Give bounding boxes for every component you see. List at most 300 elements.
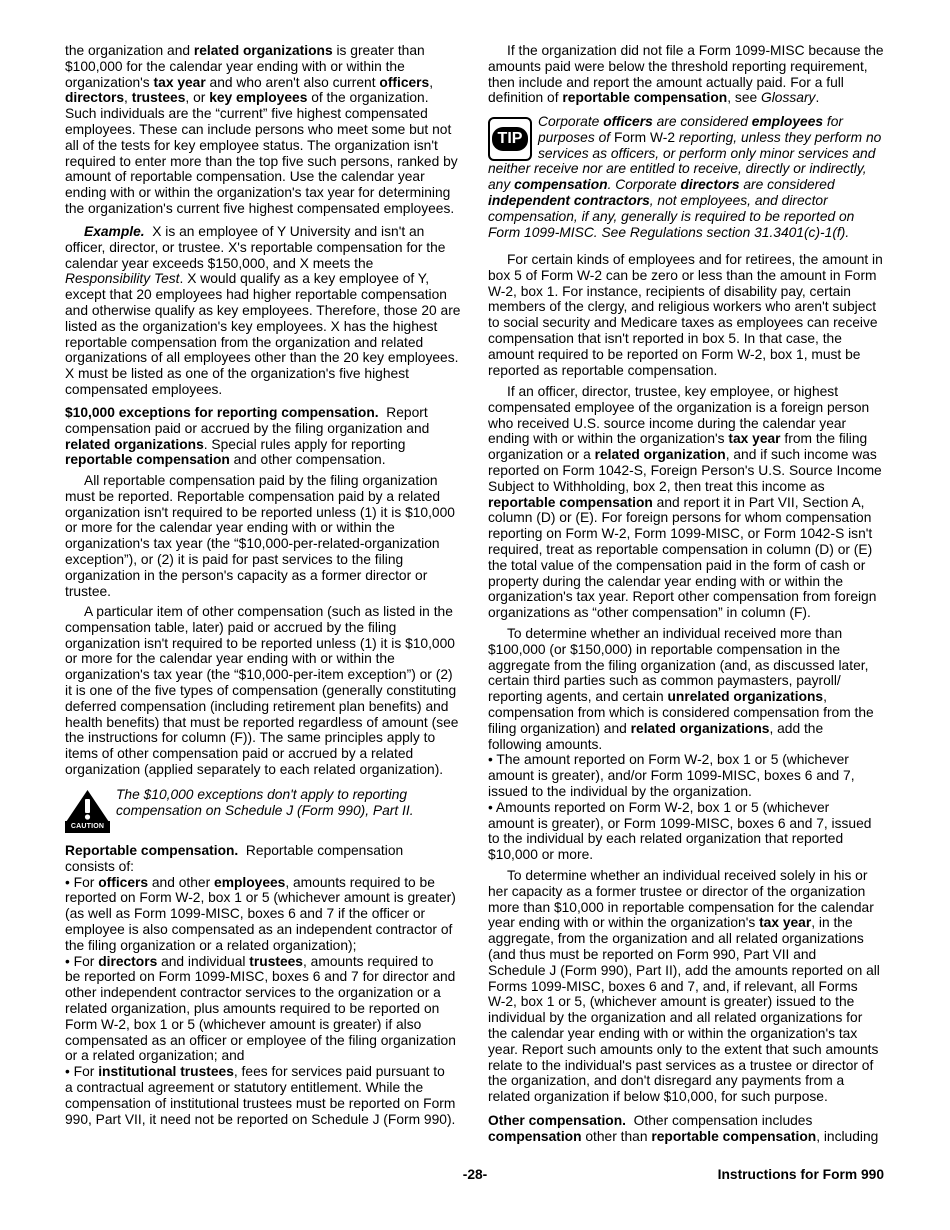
text-run: • The amount reported on Form W-2, box 1 or 5 (whichever: [488, 752, 849, 768]
text-run: organization or a: [488, 447, 595, 463]
text-run: a contractual agreement or statutory entitlement. While the: [65, 1079, 424, 1095]
text-line: [488, 737, 888, 753]
text-run: , see: [727, 90, 761, 106]
paragraph-determine-threshold: [488, 626, 888, 863]
text-run: of the organization.: [307, 90, 429, 106]
text-run: all of the tests for key employee status. The organization isn't: [65, 137, 438, 153]
text-run: or more for the calendar year ending with or within the: [65, 651, 395, 667]
text-run: are considered: [652, 114, 752, 129]
text-line: [488, 605, 888, 621]
text-run: Form 1099-MISC. See Regulations section 31.3401(c)-1(f).: [488, 224, 850, 240]
text-run: organization's tax year. Report other compensation from foreign: [488, 589, 877, 605]
text-run: required, treat as reportable compensation in column (D) or (E): [488, 541, 873, 557]
text-run: If the organization did not file a Form 1099-MISC because the: [507, 43, 884, 58]
text-line: [488, 526, 888, 542]
text-run: ending with or within the organization's: [488, 431, 729, 447]
caution-note: [116, 787, 461, 819]
bold-italic-term: Example.: [84, 224, 145, 239]
text-line: [488, 347, 888, 363]
bold-term: directors: [65, 90, 125, 106]
text-line: [488, 589, 888, 605]
text-run: issued to the individual by the organization.: [488, 783, 752, 799]
text-run: and report it in Part VII, Section A,: [652, 494, 865, 510]
bold-term: tax year: [759, 915, 812, 931]
bold-term: directors: [98, 953, 158, 969]
text-run: members of the clergy, and religious workers who aren't subject: [488, 299, 877, 315]
text-line: [488, 542, 888, 558]
text-line: [488, 193, 888, 209]
text-run: For certain kinds of employees and for retirees, the amount in: [507, 252, 883, 267]
text-line: [65, 604, 465, 620]
text-line: [488, 146, 888, 162]
text-run: .: [815, 90, 820, 106]
text-run: reporting, unless they perform no: [675, 129, 882, 145]
text-run: the organization and: [65, 43, 194, 58]
text-line: [488, 363, 888, 379]
tip-label: TIP: [492, 127, 528, 151]
text-run: except that 20 employees had higher reportable compensation: [65, 287, 447, 303]
text-run: services as officers, or perform only minor services and: [538, 145, 876, 161]
text-line: [65, 350, 465, 366]
bold-term: $10,000 exceptions for reporting compensation.: [65, 405, 379, 420]
text-line: [488, 114, 888, 130]
text-line: [65, 922, 465, 938]
text-line: [488, 177, 888, 193]
paragraph-current-highest-compensated: [65, 43, 465, 217]
text-line: [65, 954, 465, 970]
text-line: [65, 843, 465, 859]
text-run: aggregate, from the organization and all related organizations: [488, 931, 864, 947]
text-line: [65, 185, 465, 201]
text-line: [65, 985, 465, 1001]
text-run: 990, Part VII, it need not be reported on Schedule J (Form 990).: [65, 1111, 456, 1127]
text-line: [65, 620, 465, 636]
text-run: , add the: [769, 720, 824, 736]
text-run: Corporate: [538, 114, 604, 129]
text-run: box 5 of Form W-2 can be zero or less than the amount in Form: [488, 267, 877, 283]
text-run: year. Report such amounts only to the extent that such amounts: [488, 1041, 879, 1057]
text-run: listed as the organization's key employees. X has the highest: [65, 318, 438, 334]
text-line: [488, 705, 888, 721]
text-run: reported on Form 1042-S, Foreign Person's U.S. Source Income: [488, 462, 882, 478]
text-run: • For: [65, 874, 99, 890]
text-run: or more for the calendar year ending with or within the: [65, 520, 395, 536]
text-run: ending with or within the organization's tax year for determining: [65, 185, 451, 201]
text-run: individual by the organization and all related organizations for: [488, 1010, 863, 1026]
text-line: [65, 730, 465, 746]
text-run: must be reported. Reportable compensation paid by a related: [65, 488, 441, 504]
bold-term: institutional trustees: [98, 1064, 234, 1080]
text-line: [65, 201, 465, 217]
text-run: ,: [429, 74, 434, 90]
text-line: [65, 169, 465, 185]
bold-term: key employees: [209, 90, 308, 106]
text-line: [65, 1001, 465, 1017]
text-run: , and if such income was: [725, 447, 877, 463]
text-line: [488, 510, 888, 526]
text-run: . Special rules apply for reporting: [203, 436, 406, 452]
text-run: organization's tax year (the “$10,000-per-related-organization: [65, 536, 440, 552]
text-run: consists of:: [65, 858, 135, 874]
text-run: amount is greater), or Form 1099-MISC, boxes 6 and 7, issued: [488, 815, 872, 831]
text-run: then include and report the amount actually paid. For a full: [488, 74, 844, 90]
text-line: [65, 59, 465, 75]
text-run: who received U.S. source income during the calendar year: [488, 415, 847, 431]
text-run: Such individuals are the “current” five highest compensated: [65, 106, 428, 122]
text-run: Form W-2, box 1 or 5 (whichever amount is greater) if also: [65, 1016, 422, 1032]
text-line: [488, 299, 888, 315]
paragraph-foreign-person: [488, 384, 888, 621]
paragraph-retirees-box-5: [488, 252, 888, 378]
paragraph-no-1099-misc: [488, 43, 888, 106]
text-run: X is an employee of Y University and isn't an: [144, 224, 425, 239]
bold-term: employees: [214, 874, 286, 890]
text-run: compensation from which is considered compensation from the: [488, 704, 874, 720]
text-run: , not employees, and director: [649, 192, 828, 208]
italic-text: Responsibility Test: [65, 271, 180, 287]
text-run: compensation of institutional trustees must be reported on Form: [65, 1095, 456, 1111]
text-line: [488, 847, 888, 863]
text-run: and who aren't also current: [205, 74, 380, 90]
text-run: year ending with or within the organization's: [488, 915, 760, 931]
text-run: purposes of: [538, 129, 614, 145]
text-run: , amounts required to: [302, 953, 434, 969]
text-run: filing organization) and: [488, 720, 631, 736]
text-line: [65, 906, 465, 922]
text-run: • For: [65, 953, 99, 969]
text-line: [65, 683, 465, 699]
text-line: [65, 1064, 465, 1080]
text-line: [488, 931, 888, 947]
text-run: Reportable compensation: [238, 843, 404, 858]
text-line: [488, 463, 888, 479]
text-line: [65, 938, 465, 954]
text-run: , fees for services paid pursuant to: [233, 1064, 445, 1080]
text-line: [65, 890, 465, 906]
text-line: [65, 536, 465, 552]
text-line: [488, 800, 888, 816]
text-run: trustee.: [65, 583, 112, 599]
text-run: the instructions for column (F)). The same principles apply to: [65, 730, 436, 746]
text-line: [488, 673, 888, 689]
text-run: The $10,000 exceptions don't apply to reporting: [116, 787, 408, 802]
text-line: [488, 1129, 888, 1145]
text-run: amount required to be reported on Form W-2, box 1, must be: [488, 346, 861, 362]
text-run: reported on Form W-2, box 1 or 5 (whichever amount is greater): [65, 890, 456, 906]
text-line: [65, 1033, 465, 1049]
text-line: [488, 752, 888, 768]
text-line: [488, 268, 888, 284]
text-run: compensated as an officer or employee of the filing organization: [65, 1032, 456, 1048]
text-line: [65, 1096, 465, 1112]
text-line: [488, 689, 888, 705]
text-line: [488, 831, 888, 847]
text-line: [65, 859, 465, 875]
text-line: [488, 75, 888, 91]
text-run: organization in the person's capacity as a former director or: [65, 567, 428, 583]
text-line: [65, 319, 465, 335]
text-run: Other compensation includes: [626, 1113, 813, 1128]
text-run: ,: [124, 90, 132, 106]
text-run: All reportable compensation paid by the filing organization: [84, 473, 438, 488]
bold-term: tax year: [153, 74, 206, 90]
text-run: organization isn't required to be reported unless (1) it is $10,000: [65, 504, 455, 520]
text-line: [65, 366, 465, 382]
text-run: reporting agents, and certain: [488, 689, 668, 705]
text-run: W-2, box 1 or 5, (whichever amount is greater) issued to the: [488, 994, 855, 1010]
text-line: [65, 762, 465, 778]
text-line: [488, 784, 888, 800]
text-line: [488, 816, 888, 832]
text-run: the calendar year ending with or within the organization's tax: [488, 1025, 858, 1041]
text-run: . X would qualify as a key employee of Y,: [179, 271, 430, 287]
text-run: be reported on Form 1099-MISC, boxes 6 and 7 for director and: [65, 969, 456, 985]
paragraph-10000-exceptions-heading: [65, 405, 465, 468]
text-run: organization (applied separately to each related organization).: [65, 761, 444, 777]
bold-term: reportable compensation: [651, 1128, 817, 1144]
text-line: [65, 552, 465, 568]
text-line: [488, 447, 888, 463]
text-run: , including: [816, 1128, 879, 1144]
bold-term: related organizations: [193, 43, 333, 58]
text-line: [488, 915, 888, 931]
bold-term: trustees: [131, 90, 186, 106]
text-run: property during the calendar year ending with or within the: [488, 573, 844, 589]
text-line: [488, 431, 888, 447]
text-run: ,: [823, 689, 827, 705]
text-run: , in the: [811, 915, 853, 931]
bold-term: compensation: [488, 1128, 582, 1144]
text-run: aggregate from the filing organization (and, as discussed later,: [488, 657, 869, 673]
text-run: neither receive nor are entitled to receive, directly or indirectly,: [488, 161, 867, 177]
text-line: [488, 90, 888, 106]
text-line: [65, 43, 465, 59]
text-run: related organization if below $10,000, for such purpose.: [488, 1089, 828, 1105]
text-line: [488, 130, 888, 146]
text-line: [65, 875, 465, 891]
text-run: certain third parties such as common paymasters, payroll/: [488, 673, 841, 689]
paragraph-reportable-compensation-definition: [65, 843, 465, 1127]
text-run: organizations as “other compensation” in column (F).: [488, 605, 811, 621]
text-run: and otherwise qualify as key employees. Therefore, those 20 are: [65, 302, 461, 318]
text-run: compensation on Schedule J (Form 990), Part II.: [116, 802, 414, 818]
text-run: officer, director, or trustee. X's reportable compensation for the: [65, 239, 446, 255]
text-line: [65, 240, 465, 256]
text-run: deferred compensation (including retirement plan benefits) and: [65, 698, 449, 714]
text-line: [65, 154, 465, 170]
text-line: [65, 271, 465, 287]
text-run: (and thus must be reported on Form 990, Part VII and: [488, 946, 817, 962]
text-line: [488, 900, 888, 916]
text-run: for: [823, 114, 843, 129]
text-run: Report: [378, 405, 428, 420]
bold-term: reportable compensation: [488, 494, 653, 510]
text-line: [116, 787, 461, 803]
text-line: [116, 803, 461, 819]
bold-term: trustees: [249, 953, 303, 969]
text-run: Subject to Withholding, box 2, then treat this income as: [488, 478, 825, 494]
text-run: other than: [581, 1128, 652, 1144]
text-run: reporting on Form W-2, Form 1099-MISC, or Form 1042-S isn't: [488, 526, 873, 542]
text-run: (as well as Form 1099-MISC, boxes 6 and 7 if the officer or: [65, 906, 426, 922]
bold-term: related organizations: [630, 720, 770, 736]
text-line: [65, 224, 465, 240]
page-number: -28-: [462, 1167, 488, 1182]
text-run: X must be listed as one of the organization's five highest: [65, 366, 409, 382]
text-line: [65, 90, 465, 106]
text-line: [65, 1048, 465, 1064]
bold-term: officers: [98, 874, 149, 890]
text-line: [488, 384, 888, 400]
text-line: [65, 106, 465, 122]
bold-term: directors: [680, 177, 740, 193]
text-run: any: [488, 177, 515, 193]
text-run: exception”), or (2) it is paid for past services to the filing: [65, 551, 404, 567]
text-run: employee is also compensated as an independent contractor of: [65, 921, 453, 937]
text-line: [65, 452, 465, 468]
text-run: compensated employee of the organization is a foreign person: [488, 399, 870, 415]
text-line: [488, 1089, 888, 1105]
text-line: [488, 884, 888, 900]
bold-term: employees: [751, 114, 824, 129]
text-line: [488, 43, 888, 59]
bold-term: unrelated organizations: [667, 689, 824, 705]
text-run: To determine whether an individual received more than: [507, 626, 843, 641]
text-run: employees. These can include persons who meet some but not: [65, 121, 452, 137]
text-run: amounts paid were below the threshold reporting requirement,: [488, 58, 868, 74]
bold-term: reportable compensation: [65, 452, 230, 468]
text-line: [65, 437, 465, 453]
text-run: reported as reportable compensation.: [488, 362, 718, 378]
text-run: organization's: [65, 74, 154, 90]
text-line: [65, 335, 465, 351]
text-run: amount is greater), and/or Form 1099-MISC, boxes 6 and 7,: [488, 768, 855, 784]
text-line: [65, 568, 465, 584]
text-line: [65, 636, 465, 652]
text-line: [65, 1017, 465, 1033]
paragraph-other-compensation-item: [65, 604, 465, 778]
text-run: • Amounts reported on Form W-2, box 1 or 5 (whichever: [488, 799, 830, 815]
text-run: or a related organization; and: [65, 1048, 245, 1064]
caution-icon: [65, 789, 110, 833]
text-run: the organization's current five highest compensated employees.: [65, 200, 455, 216]
text-line: [488, 994, 888, 1010]
text-run: compensation table, later) paid or accrued by the filing: [65, 619, 397, 635]
text-line: [65, 382, 465, 398]
upright-text: Form W-2: [613, 129, 675, 145]
text-line: [65, 746, 465, 762]
text-line: [488, 868, 888, 884]
text-line: [488, 209, 888, 225]
bold-term: reportable compensation: [562, 90, 728, 106]
text-line: [488, 1026, 888, 1042]
text-run: $10,000 or more.: [488, 847, 594, 863]
text-line: [65, 405, 465, 421]
text-line: [65, 256, 465, 272]
text-run: amount of reportable compensation. Use the calendar year: [65, 169, 425, 185]
text-line: [65, 1080, 465, 1096]
text-line: [488, 252, 888, 268]
text-line: [65, 287, 465, 303]
text-run: it is one of the five types of compensation (generally constituting: [65, 682, 457, 698]
text-run: following amounts.: [488, 736, 603, 752]
text-run: items of other compensation paid or accrued by a related: [65, 746, 414, 762]
text-line: [65, 303, 465, 319]
text-run: compensation paid or accrued by the filing organization and: [65, 420, 430, 436]
footer-title: Instructions for Form 990: [717, 1167, 884, 1182]
text-run: and individual: [157, 953, 250, 969]
text-line: [488, 574, 888, 590]
text-line: [65, 651, 465, 667]
text-line: [65, 75, 465, 91]
text-run: compensation that isn't reported in box 5. In that case, the: [488, 330, 842, 346]
paragraph-reportable-compensation-related-org: [65, 473, 465, 599]
text-run: health benefits) that must be reported regardless of amount (see: [65, 714, 459, 730]
text-run: compensation, if any, generally is required to be reported on: [488, 208, 855, 224]
text-run: the total value of the compensation paid in the form of cash or: [488, 557, 866, 573]
text-line: [488, 947, 888, 963]
text-run: is greater than: [332, 43, 425, 58]
text-run: compensated employees.: [65, 381, 223, 397]
text-line: [65, 520, 465, 536]
text-line: [488, 495, 888, 511]
text-run: , amounts required to be: [285, 874, 435, 890]
caution-label: CAUTION: [70, 823, 105, 830]
text-run: definition of: [488, 90, 563, 106]
text-run: To determine whether an individual received solely in his or: [507, 868, 868, 883]
text-line: [488, 225, 888, 241]
tip-note: [488, 114, 888, 240]
text-run: from the filing: [780, 431, 868, 447]
text-line: [488, 963, 888, 979]
bold-term: independent contractors: [488, 192, 650, 208]
text-line: [488, 161, 888, 177]
text-line: [488, 768, 888, 784]
text-run: to the individual by each related organization that reported: [488, 831, 844, 847]
bold-term: officers: [379, 74, 430, 90]
text-run: $100,000 (or $150,000) in reportable compensation in the: [488, 641, 841, 657]
text-line: [65, 715, 465, 731]
text-line: [65, 489, 465, 505]
text-line: [488, 331, 888, 347]
bold-term: officers: [603, 114, 653, 129]
text-line: [488, 416, 888, 432]
text-run: organization's tax year (the “$10,000-per-item exception”) or (2): [65, 667, 453, 683]
bold-term: Reportable compensation.: [65, 843, 239, 858]
text-run: and other compensation.: [229, 452, 386, 468]
text-run: organizations of all employees other than the 20 key employees.: [65, 350, 459, 366]
text-run: $100,000 for the calendar year ending with or within the: [65, 58, 405, 74]
text-line: [488, 658, 888, 674]
text-line: [488, 1058, 888, 1074]
text-run: her capacity as a former trustee or director of the organization: [488, 883, 866, 899]
text-run: column (D) or (E). For foreign persons for whom compensation: [488, 510, 872, 526]
text-line: [488, 1042, 888, 1058]
text-run: calendar year exceeds $150,000, and X meets the: [65, 255, 374, 271]
text-line: [488, 1073, 888, 1089]
text-run: the organization, and don't disregard any payments from a: [488, 1073, 845, 1089]
text-line: [488, 1010, 888, 1026]
text-run: . Corporate: [607, 177, 681, 193]
text-line: [65, 667, 465, 683]
paragraph-example: [65, 224, 465, 398]
text-line: [488, 558, 888, 574]
text-line: [488, 284, 888, 300]
text-run: organization isn't required to be reported unless (1) it is $10,000: [65, 635, 455, 651]
text-line: [65, 138, 465, 154]
italic-text: Glossary: [761, 90, 816, 106]
text-run: are considered: [739, 177, 835, 193]
